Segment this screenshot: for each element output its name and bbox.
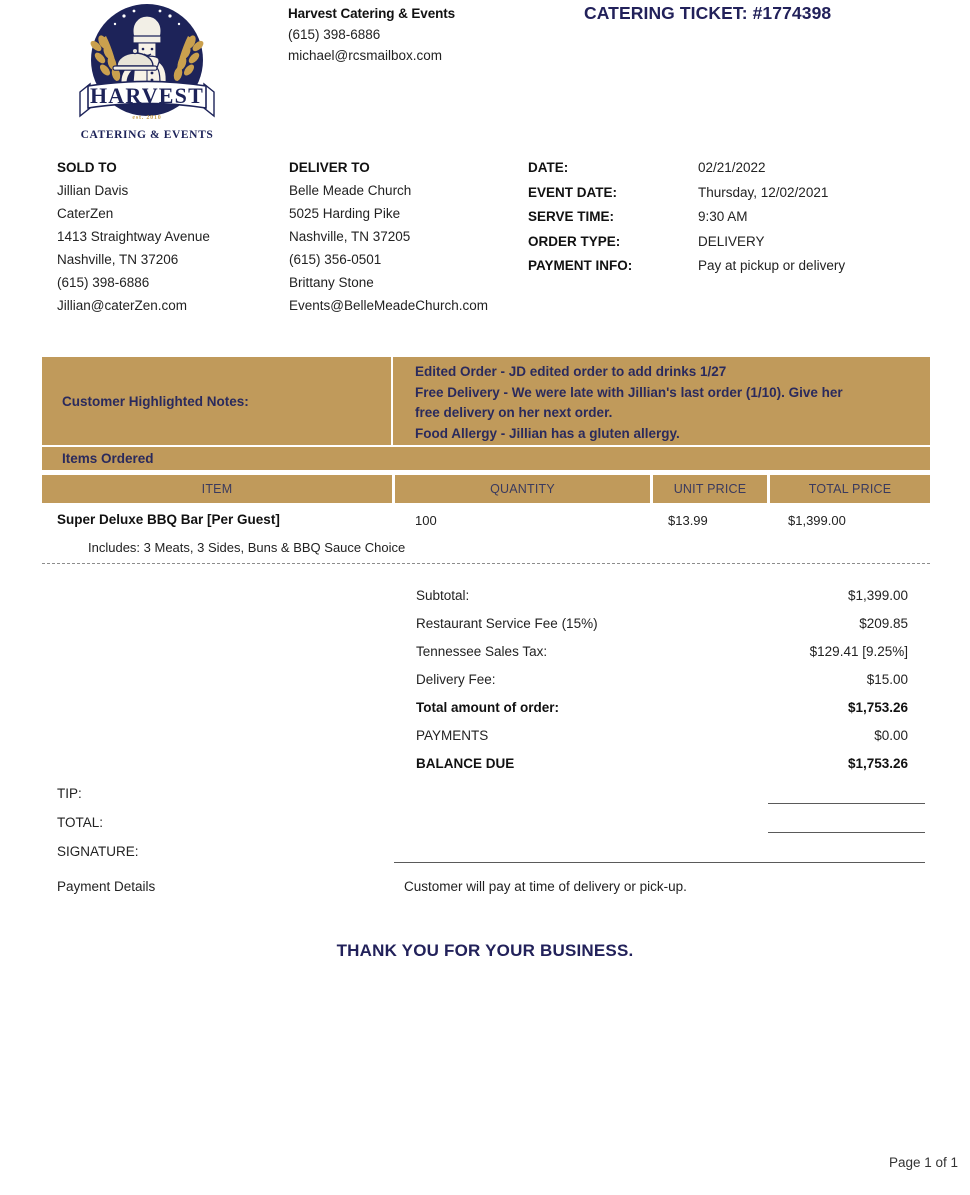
total-value: $1,399.00 [847,588,908,603]
total-row-order-total [416,700,908,728]
total-row-sales-tax [416,644,908,672]
notes-label: Customer Highlighted Notes: [62,393,249,409]
sold-to-line: Nashville, TN 37206 [57,251,179,267]
total-label-signature: TOTAL: [57,815,104,830]
totals-block [416,588,908,784]
detail-label: EVENT DATE: [528,184,618,200]
total-row-delivery-fee [416,672,908,700]
deliver-to-line: Belle Meade Church [289,183,412,198]
note-line: Free Delivery - We were late with Jillian's last order (1/10). Give her [415,384,843,400]
detail-label: DATE: [528,160,569,175]
deliver-to-heading: DELIVER TO [289,160,370,175]
deliver-to-line: Brittany Stone [289,274,374,290]
detail-label: PAYMENT INFO: [528,258,633,274]
thank-you-message: THANK YOU FOR YOUR BUSINESS. [336,941,634,960]
sold-to-line: 1413 Straightway Avenue [57,228,210,244]
harvest-chef-logo [72,2,222,142]
detail-value: Pay at pickup or delivery [698,258,846,274]
page-number: Page 1 of 1 [888,1155,958,1170]
total-value: $1,753.26 [847,756,908,771]
tip-write-in-line[interactable] [768,803,925,804]
column-header-total-price: TOTAL PRICE [770,475,930,503]
items-table-header [42,475,930,503]
document-header [0,0,970,150]
company-name: Harvest Catering & Events [288,6,456,21]
detail-row-serve-time [528,209,928,234]
payment-details-label: Payment Details [57,879,156,894]
customer-highlighted-notes [42,357,930,445]
detail-label: ORDER TYPE: [528,233,621,249]
total-row-subtotal [416,588,908,616]
deliver-to-line: Nashville, TN 37205 [289,228,411,244]
total-value: $209.85 [859,616,908,631]
sold-to-block [57,160,282,321]
column-header-quantity: QUANTITY [395,475,650,503]
note-line: Food Allergy - Jillian has a gluten allergy. [415,425,680,441]
detail-row-payment-info [528,258,928,283]
line-item-unit-price: $13.99 [668,513,708,528]
items-table-separator [42,563,930,564]
notes-content [415,362,915,444]
notes-column-divider [391,357,393,445]
sold-to-line: (615) 398-6886 [57,274,150,290]
detail-label: SERVE TIME: [528,209,615,225]
deliver-to-block [289,160,511,321]
total-label: Delivery Fee: [416,672,496,687]
column-header-item: ITEM [42,475,392,503]
svg-text:est. 2010: est. 2010 [132,115,162,121]
notes-label-cell [42,357,390,445]
detail-value: 9:30 AM [698,209,748,225]
line-item-description: Includes: 3 Meats, 3 Sides, Buns & BBQ Sauce Choice [88,540,406,555]
total-label: Restaurant Service Fee (15%) [416,616,598,631]
tip-label: TIP: [57,786,82,801]
total-row-payments [416,728,908,756]
detail-row-date [528,160,928,185]
svg-text:HARVEST: HARVEST [90,83,204,108]
total-row-service-fee [416,616,908,644]
items-ordered-bar [42,447,930,470]
total-label: BALANCE DUE [416,756,515,771]
order-details-block [528,160,928,283]
total-value: $15.00 [866,672,908,687]
line-item-total-price: $1,399.00 [788,513,846,528]
total-label: Tennessee Sales Tax: [416,644,548,659]
total-value: $129.41 [9.25%] [809,644,908,659]
detail-value: DELIVERY [698,233,765,249]
catering-ticket-number: CATERING TICKET: #1774398 [584,3,832,23]
total-label: PAYMENTS [416,728,489,743]
payment-details-value: Customer will pay at time of delivery or pick-up. [404,879,687,894]
total-write-in-line[interactable] [768,832,925,833]
total-row-balance-due [416,756,908,784]
detail-value: Thursday, 12/02/2021 [698,184,829,200]
total-label: Total amount of order: [416,700,559,715]
company-contact-block [288,6,548,69]
line-item-quantity: 100 [415,513,437,528]
signature-write-in-line[interactable] [394,862,925,863]
total-label: Subtotal: [416,588,470,603]
deliver-to-line: 5025 Harding Pike [289,205,401,221]
deliver-to-email: Events@BelleMeadeChurch.com [289,297,489,313]
company-phone: (615) 398-6886 [288,27,381,42]
sold-to-line: CaterZen [57,205,114,221]
note-line: free delivery on her next order. [415,405,613,421]
total-value: $1,753.26 [847,700,908,715]
detail-row-event-date [528,185,928,210]
company-email: michael@rcsmailbox.com [288,48,442,63]
note-line: Edited Order - JD edited order to add drinks 1/27 [415,364,727,379]
deliver-to-line: (615) 356-0501 [289,251,382,267]
total-value: $0.00 [874,728,908,743]
sold-to-heading: SOLD TO [57,160,117,175]
line-item-name: Super Deluxe BBQ Bar [Per Guest] [57,512,280,527]
sold-to-line: Jillian Davis [57,183,129,198]
detail-row-order-type [528,234,928,259]
sold-to-line: Jillian@caterZen.com [57,297,187,313]
items-ordered-label: Items Ordered [62,451,154,466]
signature-label: SIGNATURE: [57,844,139,859]
column-header-unit-price: UNIT PRICE [653,475,767,503]
detail-value: 02/21/2022 [698,160,766,175]
svg-text:CATERING & EVENTS: CATERING & EVENTS [80,129,214,141]
